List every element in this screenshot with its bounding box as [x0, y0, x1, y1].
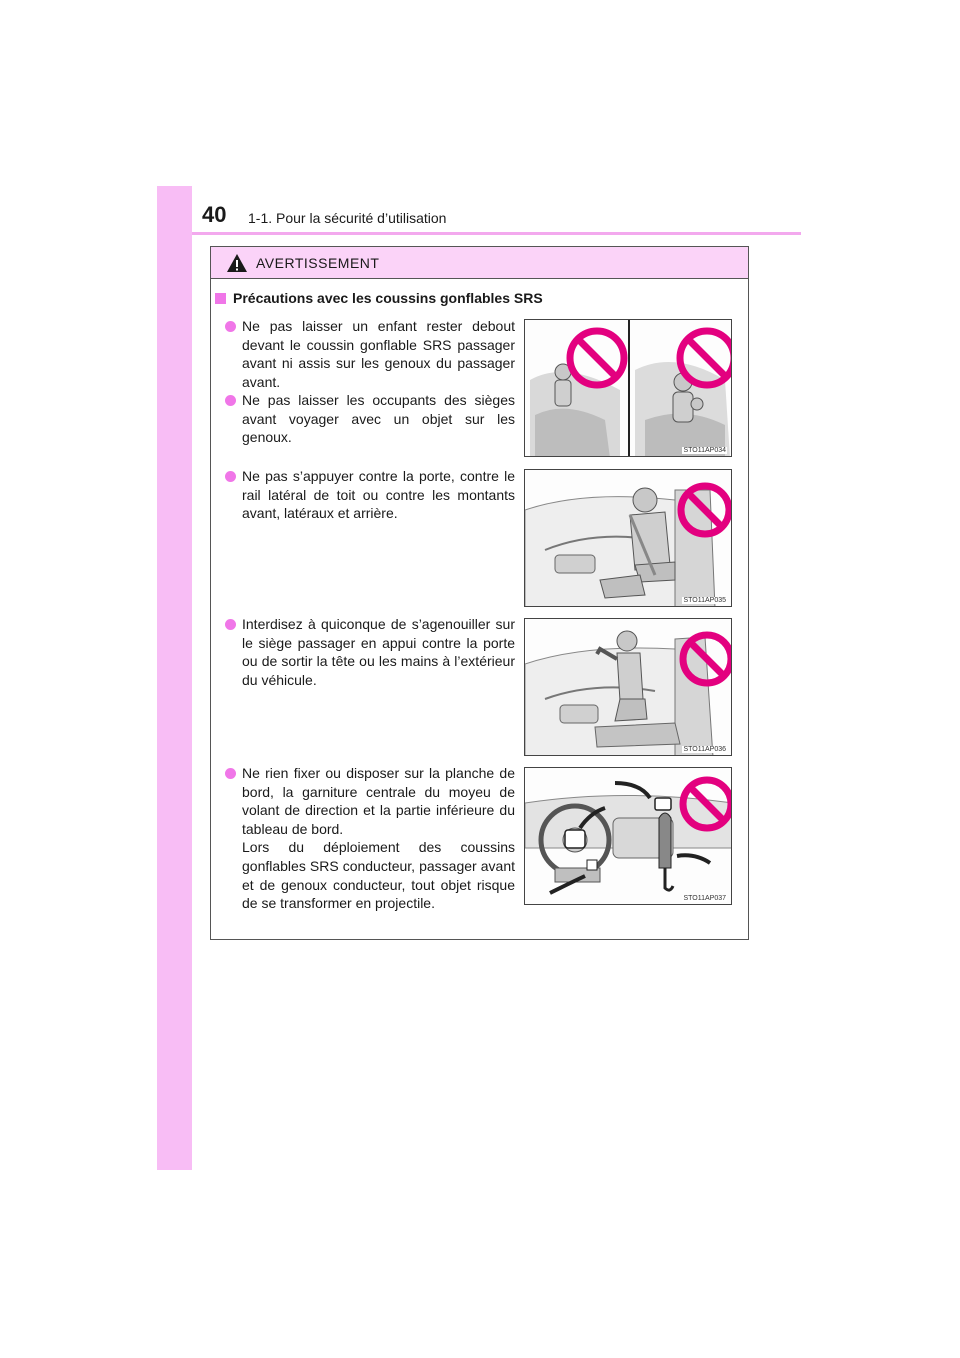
bullet-dot-icon	[225, 619, 236, 630]
bullet-item: Ne pas laisser un enfant rester debout devant le coussin gonflable SRS passager avant ni assis sur les genoux du passager avant.	[225, 317, 515, 391]
bullet-item: Ne pas s’appuyer contre la porte, contre le rail latéral de toit ou contre les montants avant, latéraux et arrière.	[225, 467, 515, 523]
square-bullet-icon	[215, 293, 226, 304]
figure-code: STO11AP036	[683, 746, 726, 753]
warning-triangle-icon	[226, 253, 248, 273]
warning-subheading	[211, 290, 543, 306]
figure-code: STO11AP037	[683, 895, 726, 902]
bullet-item: Ne pas laisser les occupants des sièges avant voyager avec un objet sur les genoux.	[225, 391, 515, 447]
illustration-kneeling-on-seat	[524, 618, 732, 756]
bullet-item: Interdisez à quiconque de s’agenouiller sur le siège passager en appui contre la porte ou de sortir la tête ou les mains à l’extérieur du véhicule.	[225, 615, 515, 689]
header-rule	[192, 232, 801, 235]
illustration-dashboard-objects	[524, 767, 732, 905]
warning-box	[210, 246, 749, 940]
section-title: 1-1. Pour la sécurité d’utilisation	[248, 210, 447, 226]
warning-header	[211, 247, 748, 279]
illustration-child-on-lap	[524, 319, 732, 457]
prohibited-icon	[570, 331, 624, 385]
bullet-dot-icon	[225, 768, 236, 779]
bullet-dot-icon	[225, 321, 236, 332]
illustration-leaning-on-door	[524, 469, 732, 607]
figure-code: STO11AP035	[683, 597, 726, 604]
chapter-side-tab	[157, 186, 192, 1170]
bullet-item: Ne rien fixer ou disposer sur la planche de bord, la garniture centrale du moyeu de volant de direction et la partie inférieure du tableau de bord. Lors du déploiement des coussins gonflables SRS conducteur, passager avant et de genoux conducteur, tout objet risque de se transformer en projectile.	[225, 764, 515, 913]
bullet-dot-icon	[225, 471, 236, 482]
bullet-dot-icon	[225, 395, 236, 406]
figure-code: STO11AP034	[683, 447, 726, 454]
warning-subheading-text: Précautions avec les coussins gonflables SRS	[233, 290, 543, 306]
warning-label: AVERTISSEMENT	[256, 255, 380, 271]
page-number: 40	[202, 202, 227, 227]
